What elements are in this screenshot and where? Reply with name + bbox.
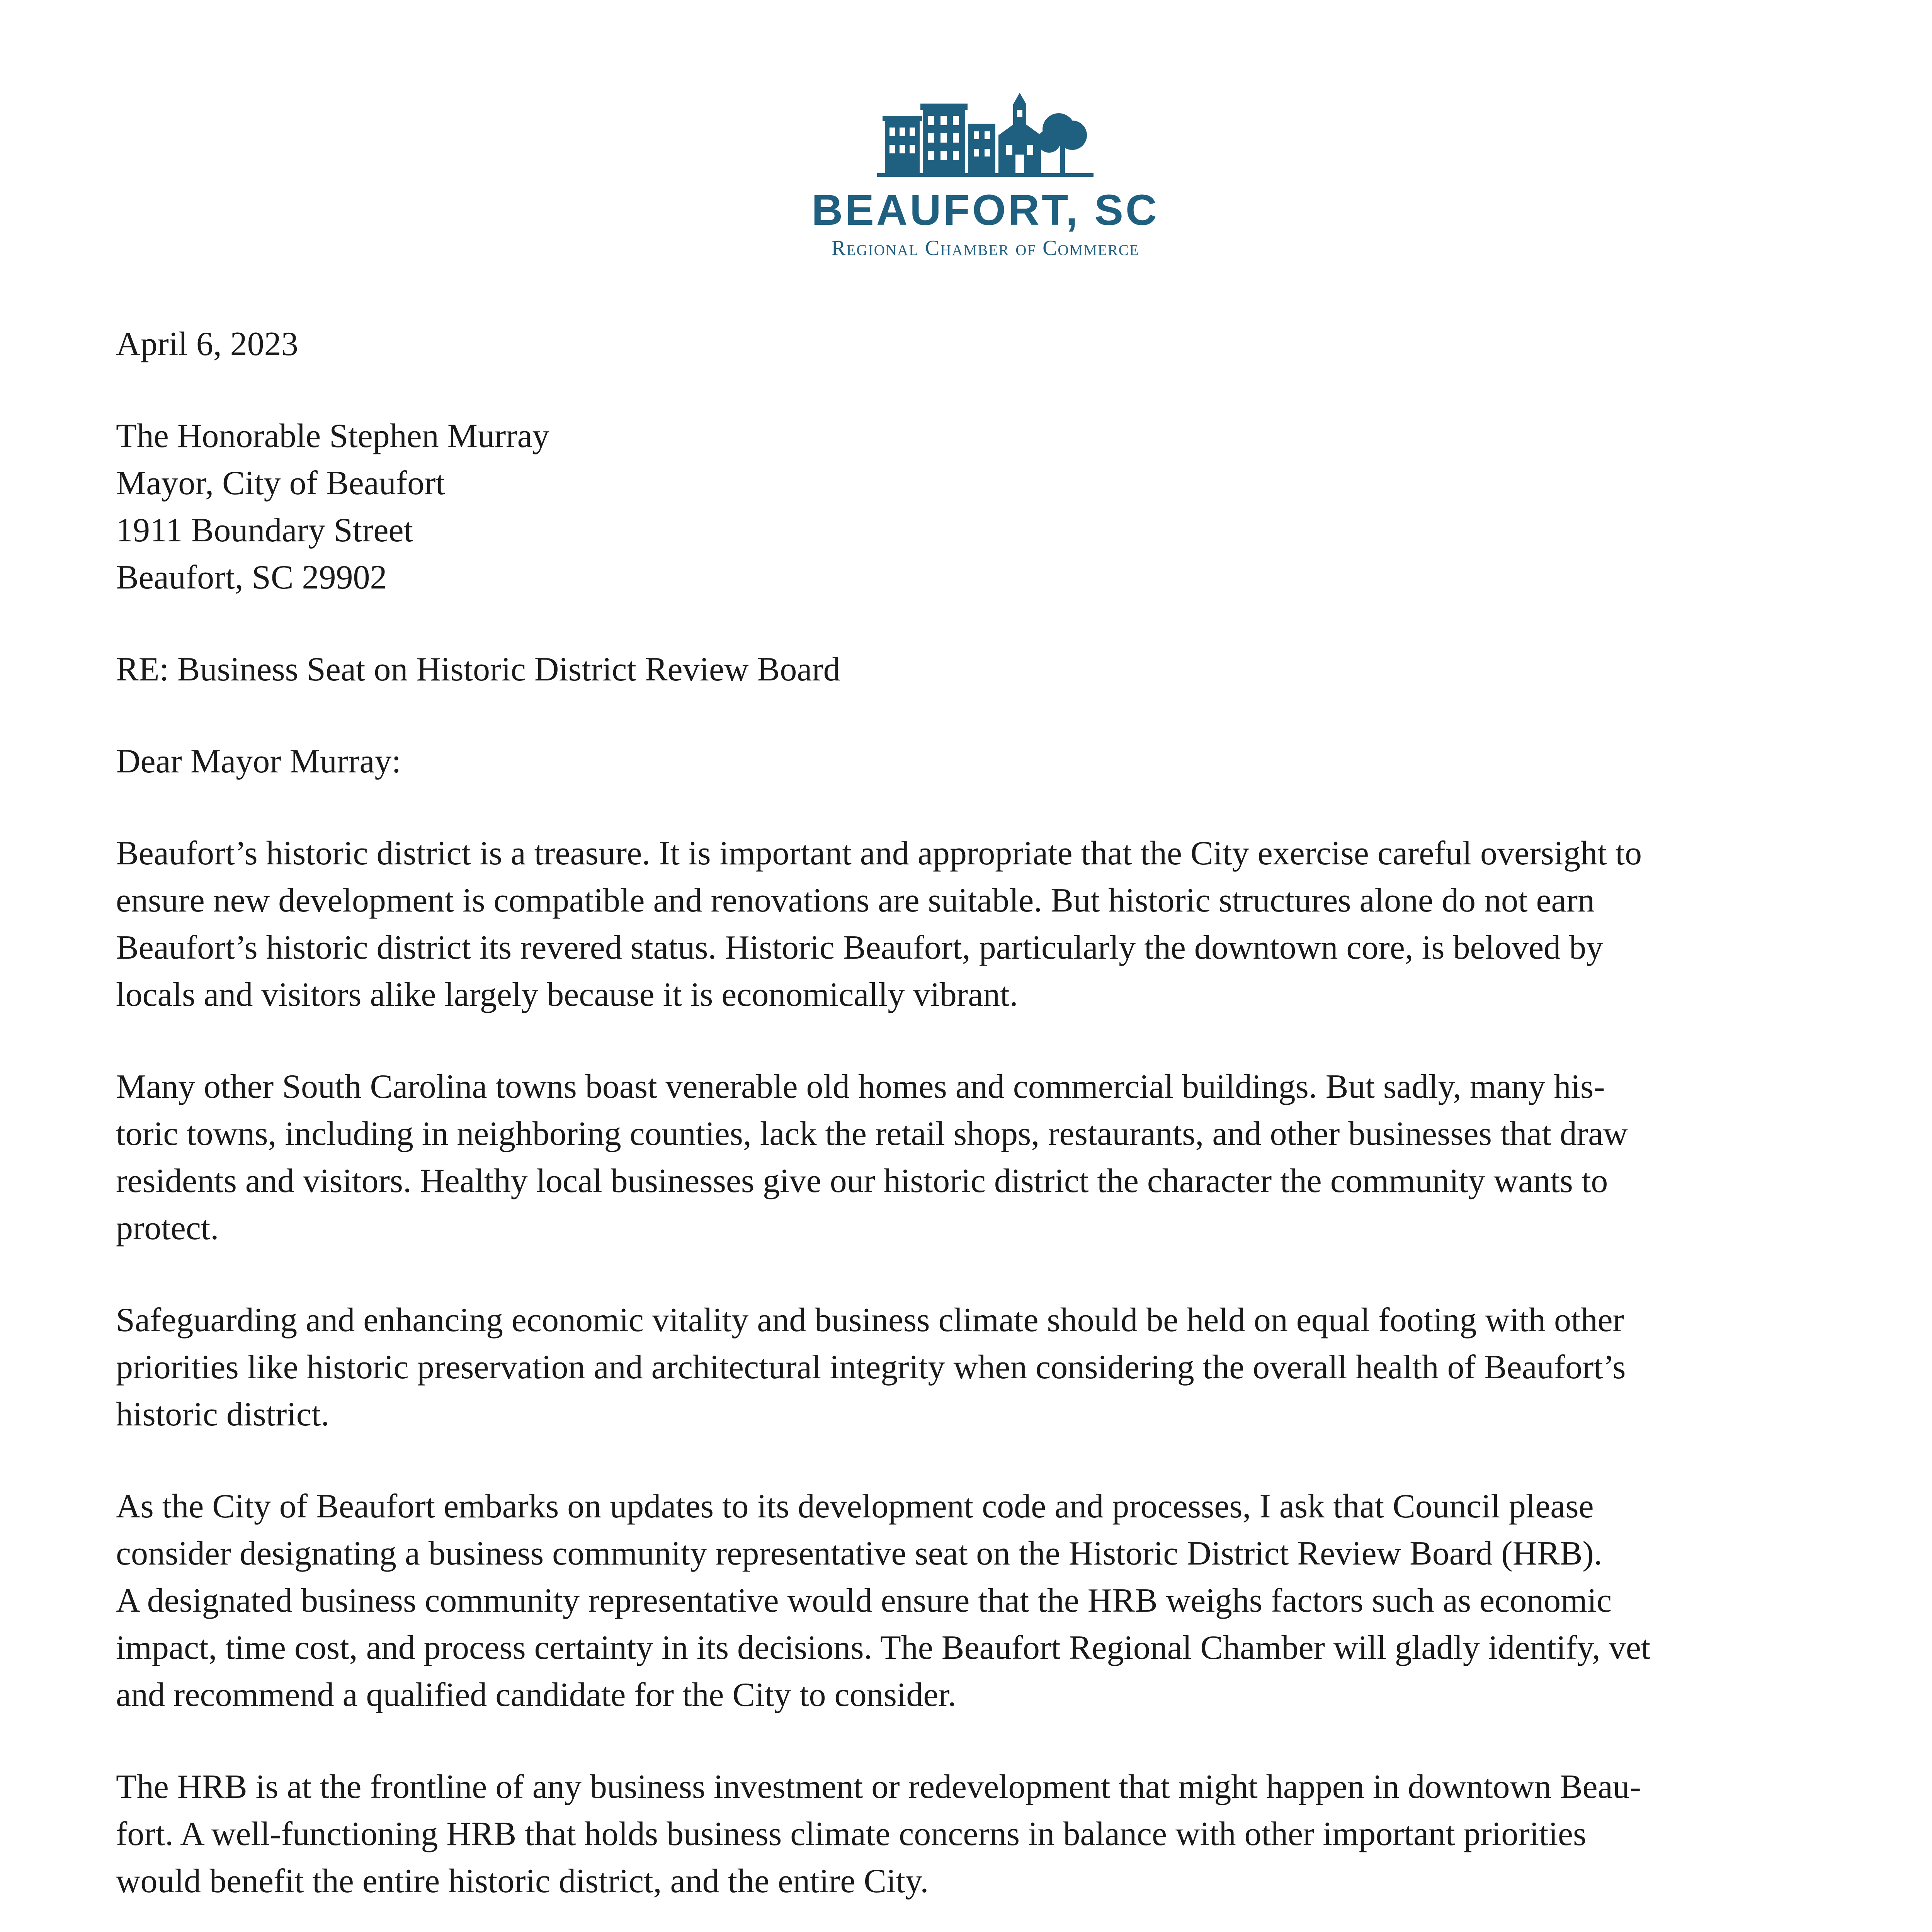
paragraph-line: locals and visitors alike largely because it is economically vibrant.: [116, 976, 1018, 1014]
logo-title: BEAUFORT, SC: [811, 186, 1159, 234]
recipient-line: Beaufort, SC 29902: [116, 559, 387, 596]
paragraph-line: Beaufort’s historic district is a treasure. It is important and appropriate that the City exercise careful oversight to: [116, 835, 1642, 872]
body-paragraph: [116, 1063, 1847, 1252]
paragraph-line: Beaufort’s historic district its revered status. Historic Beaufort, particularly the downtown core, is beloved by: [116, 929, 1604, 966]
paragraph-line: ensure new development is compatible and renovations are suitable. But historic structures alone do not earn: [116, 882, 1595, 919]
logo-subtitle: Regional Chamber of Commerce: [831, 236, 1139, 260]
body-paragraph: [116, 1483, 1847, 1719]
salutation: Dear Mayor Murray:: [116, 743, 401, 780]
paragraph-line: residents and visitors. Healthy local businesses give our historic district the character the community wants to: [116, 1162, 1608, 1200]
paragraph-line: fort. A well-functioning HRB that holds business climate concerns in balance with other important priorities: [116, 1815, 1587, 1853]
paragraph-line: Many other South Carolina towns boast venerable old homes and commercial buildings. But sadly, many his-: [116, 1068, 1605, 1105]
paragraph-line: historic district.: [116, 1396, 330, 1433]
recipient-line: The Honorable Stephen Murray: [116, 417, 549, 455]
chamber-logo: [0, 93, 1932, 259]
paragraph-line: A designated business community representative would ensure that the HRB weighs factors such as economic: [116, 1582, 1612, 1619]
body-paragraph: [116, 1764, 1847, 1905]
recipient-line: Mayor, City of Beaufort: [116, 464, 445, 502]
body-paragraph: [116, 830, 1847, 1019]
paragraph-line: The HRB is at the frontline of any business investment or redevelopment that might happen in downtown Beau-: [116, 1768, 1641, 1806]
paragraph-line: and recommend a qualified candidate for the City to consider.: [116, 1676, 956, 1714]
paragraph-line: As the City of Beaufort embarks on updates to its development code and processes, I ask that Council please: [116, 1488, 1594, 1525]
paragraph-line: priorities like historic preservation and architectural integrity when considering the overall health of Beaufort’s: [116, 1349, 1626, 1386]
subject-line: RE: Business Seat on Historic District Review Board: [116, 651, 840, 688]
paragraph-line: consider designating a business community representative seat on the Historic District Review Board (HRB).: [116, 1535, 1602, 1572]
body-paragraph: [116, 1297, 1847, 1438]
recipient-line: 1911 Boundary Street: [116, 512, 413, 549]
recipient-address: [116, 413, 1847, 601]
paragraph-line: protect.: [116, 1209, 219, 1247]
paragraph-line: would benefit the entire historic district, and the entire City.: [116, 1862, 929, 1900]
paragraph-line: impact, time cost, and process certainty in its decisions. The Beaufort Regional Chamber will gladly identify, vet: [116, 1629, 1651, 1667]
paragraph-line: toric towns, including in neighboring counties, lack the retail shops, restaurants, and other businesses that draw: [116, 1115, 1628, 1153]
paragraph-line: Safeguarding and enhancing economic vitality and business climate should be held on equal footing with other: [116, 1301, 1624, 1339]
skyline-icon: [877, 93, 1094, 182]
letter-date: April 6, 2023: [116, 325, 298, 363]
letter-body: [116, 321, 1847, 1932]
